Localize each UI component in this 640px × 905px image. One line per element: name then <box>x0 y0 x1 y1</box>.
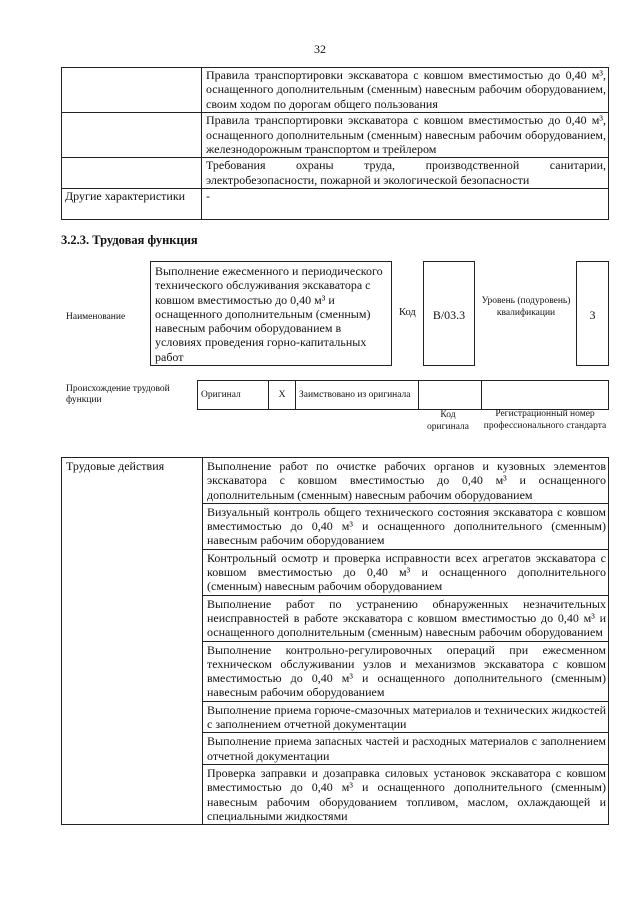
row-text: Правила транспортировки экскаватора с ковшом вместимостью до 0,40 м³, оснащенного дополнительным (сменным) навесным рабочим оборудованием, железнодорожным транспортом и трейлером <box>202 113 609 158</box>
registration-caption: Регистрационный номер профессионального стандарта <box>483 409 607 431</box>
level-label: Уровень (подуровень) квалификации <box>481 296 571 318</box>
original-code-cell <box>419 381 482 410</box>
origin-table <box>197 380 609 410</box>
labor-action-item: Выполнение работ по устранению обнаруженных незначительных неисправностей в работе экскаватора с ковшом вместимостью до 0,40 м³ и оснащенного дополнительным (сменным) навесным рабочим оборудованием <box>203 595 609 641</box>
row-label <box>62 158 202 189</box>
labor-action-item: Визуальный контроль общего технического состояния экскаватора с ковшом вместимостью до 0,40 м³ и оснащенного дополнительного (сменным) навесным рабочим оборудованием <box>203 503 609 549</box>
knowledge-continuation-table <box>61 67 609 220</box>
section-heading: 3.2.3. Трудовая функция <box>61 233 198 247</box>
code-label: Код <box>399 307 416 318</box>
table-row <box>198 381 609 410</box>
row-label <box>62 68 202 113</box>
labor-action-item: Выполнение приема горюче-смазочных материалов и технических жидкостей с заполнением отчетной документации <box>203 701 609 733</box>
code-value: В/03.3 <box>423 261 475 366</box>
name-label: Наименование <box>66 312 126 322</box>
labor-actions-table <box>61 457 609 825</box>
registration-number-cell <box>482 381 609 410</box>
level-value: 3 <box>576 261 609 366</box>
code-caption: Код оригинала <box>427 410 469 432</box>
labor-action-item: Выполнение контрольно-регулировочных операций при ежесменном техническом обслуживании узлов и механизмов экскаватора с ковшом вместимостью до 0,40 м³ и оснащенного дополнительного (сменным) навесным рабочим оборудованием <box>203 641 609 701</box>
original-mark: X <box>269 381 296 410</box>
row-text: Правила транспортировки экскаватора с ковшом вместимостью до 0,40 м³, оснащенного дополнительным (сменным) навесным рабочим оборудованием, своим ходом по дорогам общего пользования <box>202 68 609 113</box>
row-label <box>62 113 202 158</box>
labor-action-item: Контрольный осмотр и проверка исправности всех агрегатов экскаватора с ковшом вместимостью до 0,40 м³ и оснащенного дополнительного (сменным) навесным рабочим оборудованием <box>203 549 609 595</box>
labor-action-item: Выполнение работ по очистке рабочих органов и кузовных элементов экскаватора с ковшом вместимостью до 0,40 м³ и оснащенного дополнительным (сменным) навесным рабочим оборудованием <box>203 458 609 504</box>
table-row <box>62 458 609 504</box>
table-row <box>62 189 609 220</box>
table-row <box>62 68 609 113</box>
other-characteristics-value: - <box>202 189 609 220</box>
table-row <box>62 158 609 189</box>
original-label: Оригинал <box>198 381 269 410</box>
other-characteristics-label: Другие характеристики <box>62 189 202 220</box>
page-number: 32 <box>314 42 326 56</box>
borrowed-label: Заимствовано из оригинала <box>296 381 419 410</box>
labor-action-item: Проверка заправки и дозаправка силовых установок экскаватора с ковшом вместимостью до 0,40 м³ и оснащенного дополнительного (сменным) навесным рабочим оборудованием топливом, маслом, охлаждающей и специальными жидкостями <box>203 764 609 824</box>
row-text: Требования охраны труда, производственной санитарии, электробезопасности, пожарной и экологической безопасности <box>202 158 609 189</box>
labor-actions-label: Трудовые действия <box>62 458 203 825</box>
origin-label: Происхождение трудовой функции <box>66 384 170 405</box>
function-name-box: Выполнение ежесменного и периодического технического обслуживания экскаватора с ковшом вместимостью до 0,40 м³ и оснащенного дополнительным (сменным) навесным рабочим оборудованием в условиях проведения горно-капитальных работ <box>150 261 392 366</box>
table-row <box>62 113 609 158</box>
labor-action-item: Выполнение приема запасных частей и расходных материалов с заполнением отчетной документации <box>203 733 609 765</box>
